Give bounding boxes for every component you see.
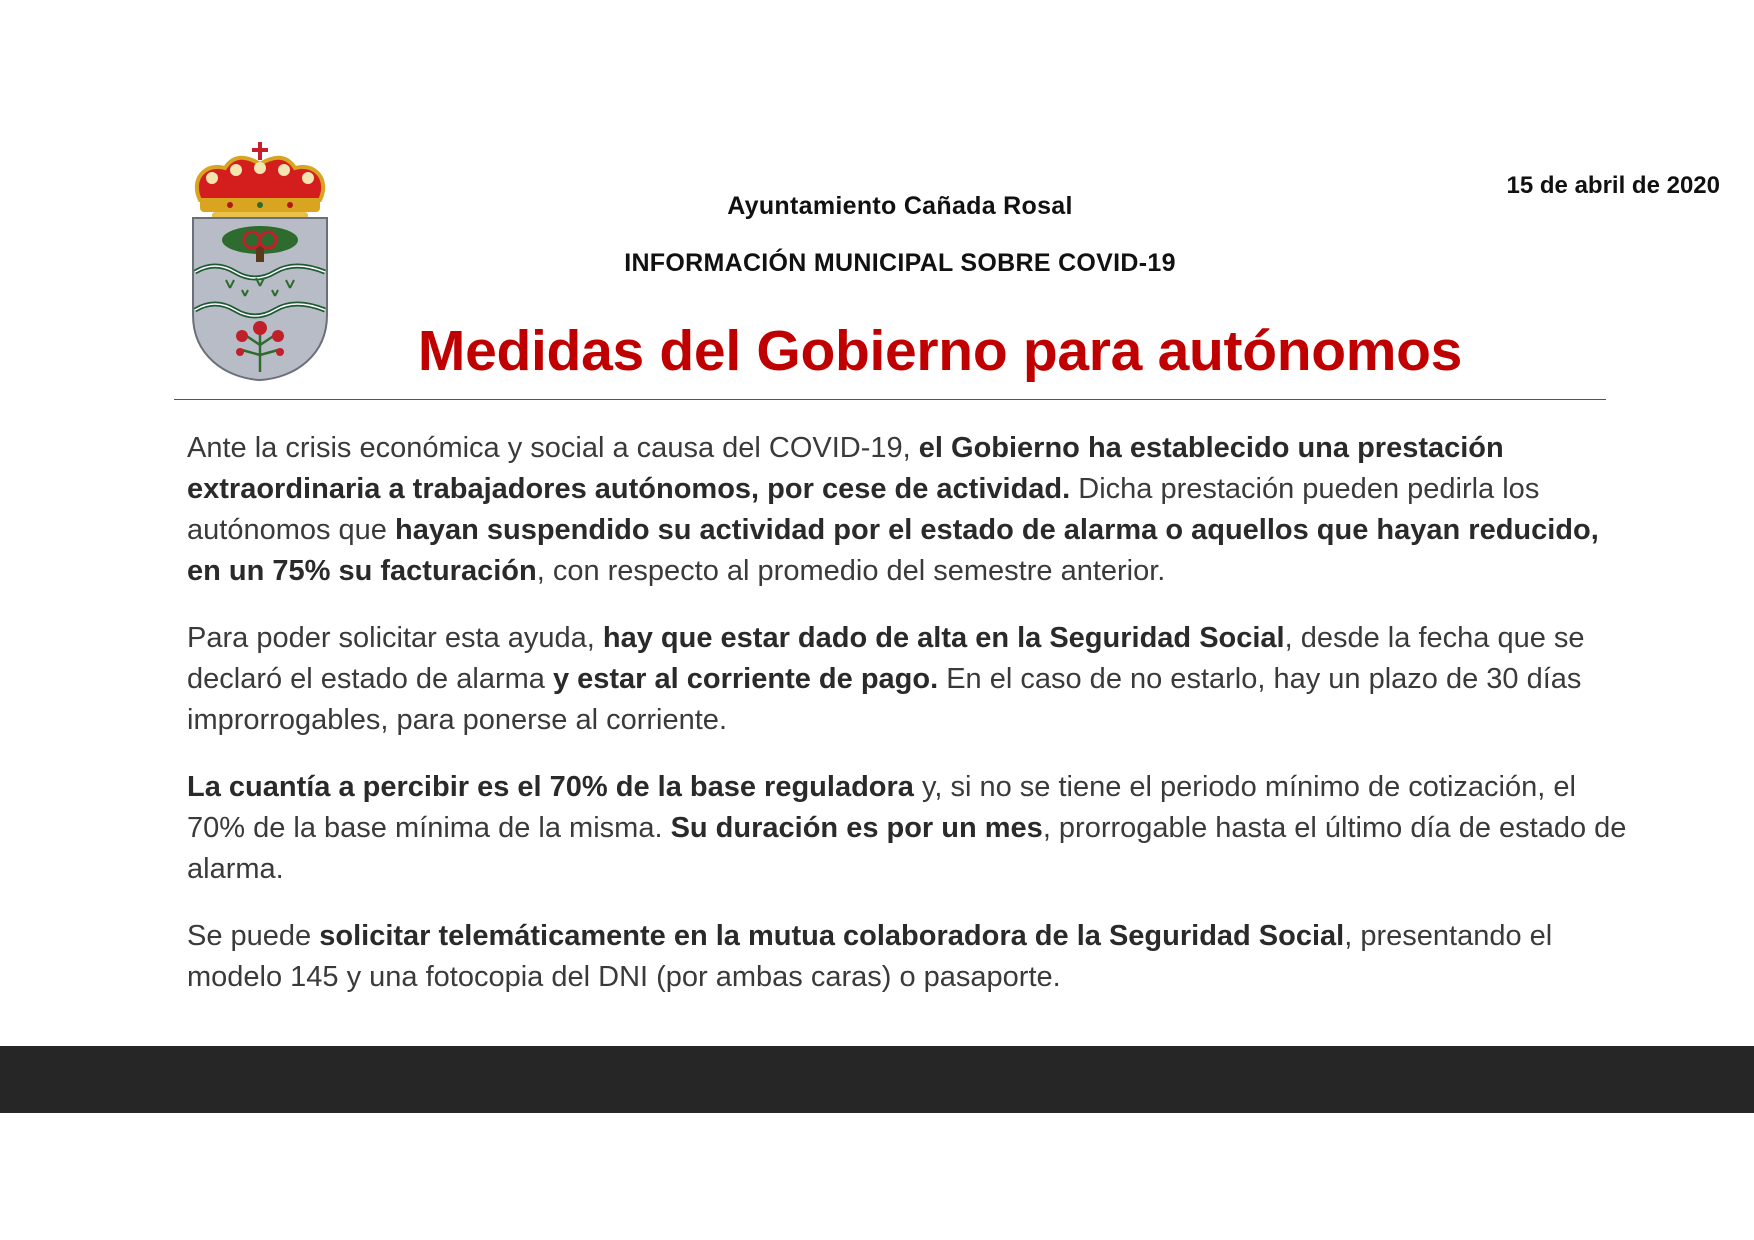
page-title: Medidas del Gobierno para autónomos xyxy=(417,319,1463,383)
paragraph xyxy=(187,916,1627,998)
text-run: Para poder solicitar esta ayuda, xyxy=(187,622,603,654)
shield-icon xyxy=(193,218,327,380)
title-divider xyxy=(174,399,1606,400)
footer-band xyxy=(0,1046,1754,1113)
bold-text-run: y estar al corriente de pago. xyxy=(552,663,939,695)
body-text xyxy=(187,428,1627,1024)
text-run: En el caso de no estarlo, hay un plazo de 30 días improrrogables, para ponerse al corriente. xyxy=(187,663,1582,736)
text-run: , con respecto al promedio del semestre anterior. xyxy=(536,555,1166,587)
paragraph xyxy=(187,618,1627,741)
document-date: 15 de abril de 2020 xyxy=(1506,172,1720,199)
text-run: , desde la fecha que se declaró el estado de alarma xyxy=(187,622,1585,695)
organization-name: Ayuntamiento Cañada Rosal xyxy=(727,192,1073,220)
bold-text-run: hay que estar dado de alta en la Seguridad Social xyxy=(602,622,1285,654)
crown-icon xyxy=(197,142,323,220)
text-run: Se puede xyxy=(187,920,320,952)
text-run: Ante la crisis económica y social a causa del COVID-19, xyxy=(187,432,919,464)
text-run: y, si no se tiene el periodo mínimo de cotización, el 70% de la base mínima de la misma. xyxy=(187,771,1576,844)
paragraph xyxy=(187,428,1627,592)
bold-text-run: solicitar telemáticamente en la mutua colaboradora de la Seguridad Social xyxy=(319,920,1345,952)
bold-text-run: Su duración es por un mes xyxy=(670,812,1043,844)
bold-text-run: hayan suspendido su actividad por el estado de alarma o aquellos que hayan reducido, en un 75% su facturación xyxy=(187,514,1599,587)
text-run: Dicha prestación pueden pedirla los autónomos que xyxy=(187,473,1540,546)
text-run: , prorrogable hasta el último día de estado de alarma. xyxy=(187,812,1627,885)
text-run: , presentando el modelo 145 y una fotocopia del DNI (por ambas caras) o pasaporte. xyxy=(187,920,1553,993)
document-subtitle: INFORMACIÓN MUNICIPAL SOBRE COVID-19 xyxy=(624,249,1176,277)
paragraph xyxy=(187,767,1627,890)
coat-of-arms-logo xyxy=(190,140,330,385)
bold-text-run: La cuantía a percibir es el 70% de la base reguladora xyxy=(187,771,914,803)
bold-text-run: el Gobierno ha establecido una prestación extraordinaria a trabajadores autónomos, por cese de actividad. xyxy=(187,432,1504,505)
